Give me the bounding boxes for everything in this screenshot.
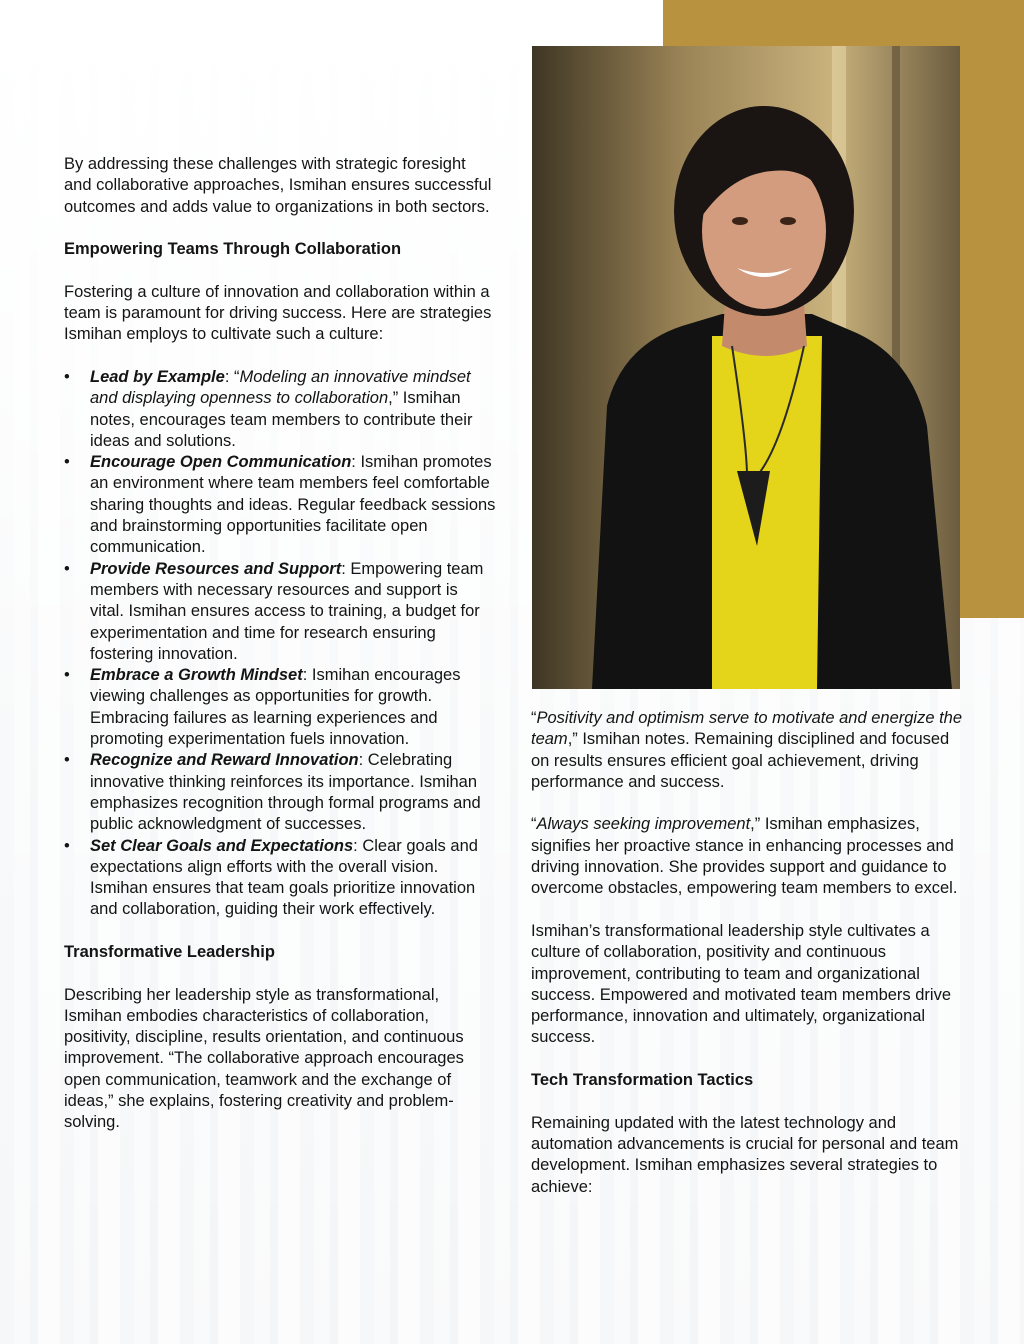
strategies-paragraph: Fostering a culture of innovation and collaboration within a team is paramount for driving success. Here are strategies Ismihan employs to cultivate such a culture:	[64, 282, 492, 344]
leadership-style-paragraph: Ismihan’s transformational leadership style cultivates a culture of collaboration, positivity and continuous improvement, contributing to team and organizational success. Empowered and motivated team members drive performance, innovation and ultimately, organizational success.	[531, 921, 952, 1047]
list-item-sep: :	[351, 453, 361, 472]
list-item	[64, 665, 496, 750]
list-item-sep: :	[341, 559, 351, 578]
left-column	[64, 154, 496, 1155]
heading-transformative-leadership: Transformative Leadership	[64, 942, 275, 961]
portrait-photo	[532, 46, 960, 689]
list-item-text: ,” Ismihan notes, encourages team members to contribute their ideas and solutions.	[90, 389, 473, 450]
list-item-lead: Lead by Example	[90, 367, 225, 386]
right-column	[531, 708, 963, 1219]
heading-tech-transformation: Tech Transformation Tactics	[531, 1071, 754, 1090]
list-item-lead: Embrace a Growth Mindset	[90, 666, 303, 685]
improvement-paragraph	[531, 814, 963, 899]
list-item-quote: Modeling an innovative mindset and displaying openness to collaboration	[90, 367, 471, 408]
intro-paragraph: By addressing these challenges with strategic foresight and collaborative approaches, Ismihan ensures successful outcomes and adds value to organizations in both sectors.	[64, 155, 492, 216]
list-item-text: Celebrating innovative thinking reinforces its importance. Ismihan emphasizes recognition through formal programs and public acknowledgment of successes.	[90, 751, 481, 834]
bullet-icon: •	[64, 559, 70, 578]
list-item	[64, 452, 496, 558]
heading-empowering-teams: Empowering Teams Through Collaboration	[64, 240, 402, 259]
list-item-lead: Encourage Open Communication	[90, 453, 352, 472]
positivity-text: ,” Ismihan notes. Remaining disciplined and focused on results ensures efficient goal achievement, driving performance and success.	[531, 730, 950, 791]
list-item-lead: Set Clear Goals and Expectations	[90, 836, 354, 855]
list-item-text: Clear goals and expectations align efforts with the overall vision. Ismihan ensures that team goals prioritize innovation and collaboration, guiding their work effectively.	[90, 836, 478, 919]
list-item-lead: Provide Resources and Support	[90, 559, 342, 578]
positivity-paragraph	[531, 708, 963, 793]
list-item	[64, 367, 496, 452]
list-item	[64, 559, 496, 665]
bullet-icon: •	[64, 751, 70, 770]
list-item	[64, 836, 496, 921]
bullet-icon: •	[64, 836, 70, 855]
list-item-sep: : “	[224, 367, 240, 386]
bullet-icon: •	[64, 453, 70, 472]
improvement-text: ,” Ismihan emphasizes, signifies her proactive stance in enhancing processes and driving innovation. She provides support and guidance to overcome obstacles, empowering team members to excel.	[531, 815, 958, 898]
list-item-text: Ismihan promotes an environment where team members feel comfortable sharing thoughts and ideas. Regular feedback sessions and brainstorming opportunities facilitate open communication.	[90, 453, 496, 557]
bullet-icon: •	[64, 367, 70, 386]
tech-paragraph: Remaining updated with the latest technology and automation advancements is crucial for personal and team development. Ismihan emphasizes several strategies to achieve:	[531, 1113, 959, 1196]
list-item-lead: Recognize and Reward Innovation	[90, 751, 359, 770]
list-item	[64, 750, 496, 835]
list-item-sep: :	[358, 751, 368, 770]
list-item-text: Empowering team members with necessary resources and support is vital. Ismihan ensures access to training, a budget for experimentation and time for research ensuring fostering innovation.	[90, 559, 484, 663]
list-item-sep: :	[353, 836, 363, 855]
positivity-quote: Positivity and optimism serve to motivate and energize the team	[531, 709, 963, 749]
list-item-text: Ismihan encourages viewing challenges as opportunities for growth. Embracing failures as learning experiences and promoting experimentation fuels innovation.	[90, 666, 461, 749]
improvement-quote: Always seeking improvement	[536, 815, 751, 834]
list-item-sep: :	[302, 666, 312, 685]
quote-open: “	[531, 815, 537, 834]
quote-open: “	[531, 709, 537, 727]
bullet-icon: •	[64, 666, 70, 685]
leadership-paragraph: Describing her leadership style as transformational, Ismihan embodies characteristics of collaboration, positivity, discipline, results orientation, and continuous improvement. “The collaborative approach encourages open communication, teamwork and the exchange of ideas,” she explains, fostering creativity and problem-solving.	[64, 985, 464, 1132]
strategies-list	[64, 367, 496, 921]
